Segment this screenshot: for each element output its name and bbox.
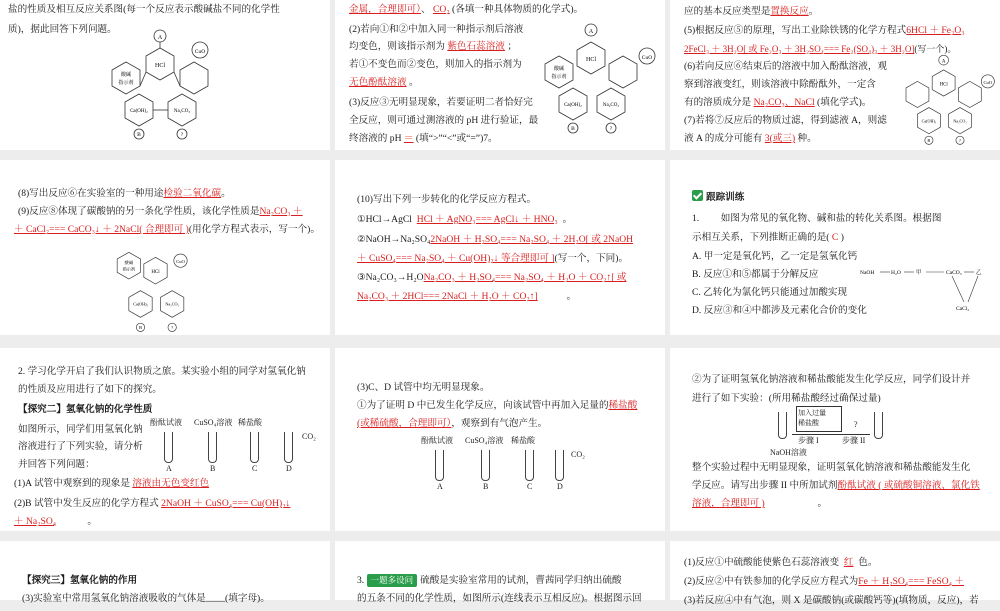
- text-line: 学反应。请写出步骤 II 中所加试剂: [692, 480, 838, 491]
- answer-text: Na₂CO₃、NaCl: [753, 97, 815, 108]
- node-yi: 乙: [976, 270, 982, 276]
- test-tube-a: [435, 450, 444, 481]
- answer-text: 2NaOH ＋ CuSO₄=== Cu(OH)₂↓: [161, 498, 291, 509]
- slide-5: [335, 160, 665, 335]
- node-caco3: CaCO₃: [946, 270, 962, 276]
- node-Q: ?: [180, 132, 184, 138]
- answer-text: ＋ Na₂SO₄: [14, 516, 57, 527]
- slide-3: [670, 0, 1000, 150]
- slide-2: [335, 0, 665, 150]
- arrow-line: [792, 434, 870, 435]
- reagent-box: [796, 406, 842, 432]
- node-CaOH2: Ca(OH)₂: [921, 118, 937, 124]
- node-indicator: 酸碱: [124, 260, 133, 265]
- node-A: A: [157, 35, 163, 41]
- slide-1: [0, 0, 330, 150]
- node-CuO: CuO: [176, 259, 185, 265]
- answer-text: 无色酚酞溶液: [349, 77, 407, 88]
- text-line: 溶液进行了下列实验，请分析: [18, 441, 143, 452]
- step-2-label: 步骤 II: [842, 436, 866, 445]
- node-CuO: CuO: [194, 49, 206, 55]
- option-d: D. 反应③和④中都涉及元素化合价的变化: [692, 305, 867, 316]
- question-number: 1.: [692, 213, 700, 224]
- node-indicator: 酸碱: [553, 67, 565, 72]
- text-line: ①为了证明 D 中已发生化学反应，向该试管中再加入足量的: [357, 400, 609, 411]
- text-line: (1)A 试管中观察到的现象是: [14, 478, 130, 489]
- text-line: 并回答下列问题：: [18, 459, 95, 470]
- test-tube-c: [525, 450, 534, 481]
- text-punct: ): [840, 232, 844, 243]
- tube-label-c: 稀盐酸: [511, 436, 535, 445]
- tube-letter-c: C: [252, 464, 258, 473]
- answer-text: (或稀硫酸，合理即可）: [357, 418, 452, 429]
- node-Q: ?: [609, 126, 613, 132]
- text-line: (9)反应⑧体现了碳酸钠的另一条化学性质，该化学性质是: [18, 206, 260, 217]
- test-tube-set: [421, 436, 601, 496]
- tube-letter-d: D: [557, 482, 563, 491]
- test-tube-c: [250, 432, 259, 463]
- node-indicator-2: 指示剂: [118, 81, 134, 86]
- text-line: 若①不变色而②变色，则加入的指示剂为: [349, 59, 522, 70]
- answer-text: Na₂CO₃ ＋ 2HCl=== 2NaCl ＋ H₂O ＋ CO₂↑]: [357, 291, 538, 302]
- test-tube-b: [481, 450, 490, 481]
- text-line: (写一个)。: [914, 44, 957, 54]
- reaction-network-diagram: [102, 32, 302, 140]
- node-Q: ?: [171, 325, 174, 330]
- node-B: B: [571, 126, 575, 132]
- text-line: 终溶液的 pH: [349, 133, 402, 144]
- answer-text: C: [831, 232, 839, 243]
- text-punct: 。: [221, 188, 231, 199]
- text-line: (2)若向①和②中加入同一种指示剂后溶液: [349, 24, 524, 35]
- text-punct: 。: [817, 498, 828, 509]
- answer-text: HCl ＋ AgNO₃=== AgCl↓ ＋ HNO₃: [416, 214, 558, 225]
- node-Na2CO3: Na₂CO₃: [602, 103, 620, 108]
- text-line: ，观察到有气泡产生。: [451, 418, 548, 429]
- node-h2o: H₂O: [891, 270, 901, 276]
- answer-text: Na₂CO₃ ＋ H₂SO₄=== Na₂SO₄ ＋ H₂O ＋ CO₂↑[ 或: [423, 272, 627, 283]
- answer-text: CO₂: [432, 4, 450, 15]
- text-line: (3)实验室中常用氢氧化钠溶液吸收的气体是____(填字母)。: [22, 593, 270, 604]
- text-line: ③Na₂CO₃→H₂O: [357, 272, 424, 283]
- tube-label-c: 稀盐酸: [238, 418, 262, 427]
- text-line: (写一个，下同)。: [554, 253, 629, 264]
- text-line: 如图所示，同学们用氢氧化钠: [18, 424, 143, 435]
- section-heading: 【探究三】氢氧化钠的作用: [22, 575, 138, 586]
- text-line: (3)C、D 试管中均无明显现象。: [357, 382, 490, 393]
- conversion-diagram: [860, 258, 994, 314]
- reagent-box-line: 加入过量: [798, 409, 826, 417]
- answer-text: 检验二氧化碳: [163, 188, 222, 199]
- tube-label-a: 酚酞试液: [421, 436, 453, 445]
- text-line: 2. 学习化学开启了我们认识物质之旅。某实验小组的同学对氢氧化钠: [18, 366, 306, 377]
- text-line: (8)写出反应⑥在实验室的一种用途: [18, 188, 164, 199]
- answer-text: Fe ＋ H₂SO₄=== FeSO₄ ＋: [858, 576, 964, 587]
- text-line: (1)反应①中硫酸能使紫色石蕊溶液变: [684, 557, 840, 568]
- text-line: 整个实验过程中无明显现象，证明氢氧化钠溶液和稀盐酸能发生化: [692, 462, 971, 473]
- slide-12: [670, 541, 1000, 606]
- node-B: B: [138, 325, 143, 330]
- answer-text: ＋ CaCl₂=== CaCO₃↓ ＋ 2NaCl( 合理即可 ): [14, 224, 189, 235]
- node-CaOH2: Ca(OH)₂: [130, 109, 148, 114]
- node-HCl: HCl: [585, 57, 597, 63]
- text-punct: ；: [507, 41, 517, 52]
- answer-text: ＝: [403, 133, 414, 144]
- slide-8: [335, 348, 665, 531]
- question-tag: [367, 574, 418, 587]
- tube-letter-a: A: [437, 482, 443, 491]
- section-title: 跟踪训练: [706, 192, 745, 203]
- text-line: 的五条不同的化学性质，如图所示(连线表示互相反应)。根据图示回: [357, 593, 642, 604]
- answer-text: Na₂CO₃ ＋: [259, 206, 303, 217]
- text-line: 盐的性质及相互反应关系图(每一个反应表示酸碱盐不同的化学性: [8, 4, 280, 15]
- answer-text: 溶液由无色变红色: [132, 478, 210, 489]
- answer-text: 2NaOH ＋ H₂SO₄=== Na₂SO₄ ＋ 2H₂O[ 或 2NaOH: [430, 234, 634, 245]
- text-line: (2)反应②中有铁参加的化学反应方程式为: [684, 576, 859, 587]
- node-A: A: [588, 29, 594, 35]
- experiment-diagram: [770, 406, 900, 458]
- text-line: (7)若将⑦反应后的物质过滤，得到滤液 A，则滤: [684, 115, 887, 126]
- text-line: 如图为常见的氧化物、碱和盐的转化关系图。根据图: [720, 213, 942, 224]
- reaction-network-diagram: [906, 56, 996, 146]
- option-a: A. 甲一定是氧化钙，乙一定是氢氧化钙: [692, 251, 858, 262]
- text-line: (各填一种具体物质的化学式)。: [452, 4, 584, 15]
- tube-letter-c: C: [527, 482, 533, 491]
- answer-text: 酚酞试液 ( 或硫酸铜溶液、氯化铁: [837, 480, 980, 491]
- text-punct: 。: [566, 291, 577, 302]
- answer-text: 3(或三): [764, 133, 796, 144]
- node-B: B: [137, 132, 141, 138]
- answer-text: ＋ CuSO₄=== Na₂SO₄ ＋ Cu(OH)₂↓ 等合理即可 ]: [357, 253, 555, 264]
- text-line: 应的基本反应类型是: [684, 6, 771, 17]
- text-line: 进行了如下实验：(所用稀盐酸经过确保过量): [692, 393, 881, 404]
- text-line: 种。: [797, 133, 817, 144]
- answer-text: 稀盐酸: [608, 400, 638, 411]
- conversion-diagram-svg: [860, 258, 994, 314]
- node-HCl: HCl: [154, 63, 166, 69]
- text-line: 全反应，则可通过测溶液的 pH 进行验证，最: [349, 115, 539, 126]
- option-b: B. 反应①和⑤都属于分解反应: [692, 269, 819, 280]
- test-tube-a: [164, 432, 173, 463]
- node-A: A: [941, 59, 946, 65]
- slide-4: [0, 160, 330, 335]
- text-line: 硫酸是实验室常用的试剂，曹茜同学归纳出硫酸: [420, 575, 622, 586]
- node-HCl: HCl: [151, 270, 160, 276]
- slide-6: [670, 160, 1000, 335]
- node-CaOH2: Ca(OH)₂: [564, 103, 582, 108]
- node-Na2CO3: Na₂CO₃: [165, 301, 179, 307]
- tube-letter-b: B: [483, 482, 489, 491]
- text-punct: 。: [808, 6, 819, 17]
- text-line: (用化学方程式表示，写一个)。: [188, 224, 320, 235]
- text-punct: 。: [408, 77, 419, 88]
- text-sep: 、: [420, 4, 431, 15]
- text-line: ②为了证明氢氧化钠溶液和稀盐酸能发生化学反应，同学们设计并: [692, 374, 971, 385]
- slide-7: [0, 348, 330, 531]
- molecule-diagram: [545, 26, 665, 134]
- text-line: 的性质及应用进行了如下的探究。: [18, 384, 162, 395]
- reaction-network-diagram: [545, 26, 665, 134]
- node-naoh: NaOH: [860, 270, 875, 276]
- text-line: 色。: [858, 557, 878, 568]
- text-punct: 。: [562, 214, 573, 225]
- unknown-reagent: ?: [854, 420, 858, 429]
- text-line: (3)若反应④中有气泡，则 X 是碳酸钠(或碳酸钙等)(填物质，反应)，若: [684, 595, 979, 606]
- slide-9: [670, 348, 1000, 531]
- answer-text: 红: [843, 557, 854, 568]
- section-heading: 【探究二】氢氧化钠的化学性质: [18, 404, 153, 415]
- text-line: 液 A 的成分可能有: [684, 133, 763, 144]
- text-line: (填化学式)。: [817, 97, 872, 108]
- answer-text: 2FeCl₃ ＋ 3H₂O[ 或 Fe₂O₃ ＋ 3H₂SO₄=== Fe₂(SO₄)₃ ＋ 3H₂O]: [684, 44, 915, 54]
- tube-label-b: CuSO₄溶液: [194, 418, 233, 427]
- molecule-diagram: [108, 244, 218, 334]
- test-tube-2: [874, 412, 883, 439]
- node-CaOH2: Ca(OH)₂: [133, 301, 148, 307]
- tube-letter-b: B: [210, 464, 216, 473]
- node-indicator: 酸碱: [120, 73, 132, 78]
- reagent-box-line: 稀盐酸: [798, 419, 819, 427]
- node-Q: ?: [959, 137, 961, 143]
- answer-text: 6HCl ＋ Fe₂O₃: [906, 25, 965, 36]
- tube-label-d: CO₂: [302, 432, 316, 441]
- option-c: C. 乙转化为氯化钙只能通过加酸实现: [692, 287, 848, 298]
- test-tube-set: [150, 418, 320, 478]
- test-tube-d: [555, 450, 564, 481]
- question-number: 3.: [357, 575, 365, 586]
- tube-label-b: CuSO₄溶液: [465, 436, 504, 445]
- check-icon: [692, 190, 703, 201]
- node-Na2CO3: Na₂CO₃: [173, 109, 191, 114]
- text-line: ①HCl→AgCl: [357, 214, 412, 225]
- text-line: (5)根据反应⑤的原理，写出工业除铁锈的化学方程式: [684, 25, 907, 36]
- node-CuO: CuO: [641, 55, 653, 61]
- question-tag-label: 一题多设问: [370, 575, 414, 585]
- text-line: (6)若向反应⑥结束后的溶液中加入酚酞溶液，观: [684, 61, 888, 72]
- test-tube-b: [208, 432, 217, 463]
- test-tube-d: [284, 432, 293, 463]
- text-line: (3)反应③无明显现象，若要证明二者恰好完: [349, 97, 533, 108]
- test-tube-1: [778, 412, 787, 439]
- slide-11: [335, 541, 665, 604]
- text-line: 均变色，则该指示剂为: [349, 41, 445, 52]
- slide-10: [0, 541, 330, 604]
- answer-text: 紫色石蕊溶液: [447, 41, 505, 52]
- node-indicator-2: 指示剂: [122, 266, 136, 272]
- node-B: B: [927, 137, 931, 143]
- molecule-diagram: [906, 56, 996, 146]
- text-line: (填“>”“<”或“=”)7。: [415, 133, 498, 144]
- text-line: 示相互关系，下列推断正确的是(: [692, 232, 830, 243]
- naoh-label: NaOH溶液: [770, 448, 807, 457]
- node-cacl2: CaCl₂: [956, 306, 970, 312]
- reaction-network-diagram: [108, 244, 218, 334]
- text-line: 察到溶液变红，则该溶液中除酚酞外，一定含: [684, 79, 876, 90]
- answer-text: 溶液，合理即可 ): [692, 498, 765, 509]
- step-1-label: 步骤 I: [798, 436, 819, 445]
- tube-label-d: CO₂: [571, 450, 585, 459]
- text-line: (2)B 试管中发生反应的化学方程式: [14, 498, 159, 509]
- node-CuO: CuO: [983, 79, 993, 85]
- node-jia: 甲: [916, 270, 922, 276]
- tube-label-a: 酚酞试液: [150, 418, 182, 427]
- answer-text: 置换反应: [770, 6, 809, 17]
- text-punct: 。: [87, 516, 97, 527]
- text-line: ②NaOH→Na₂SO₄: [357, 234, 431, 245]
- answer-text: 金属，合理即可）: [349, 4, 421, 15]
- text-line: (10)写出下列一步转化的化学反应方程式。: [357, 194, 537, 205]
- text-line: 有的溶质成分是: [684, 97, 752, 108]
- node-Na2CO3: Na₂CO₃: [953, 118, 967, 124]
- molecule-diagram: [102, 32, 302, 140]
- tube-letter-d: D: [286, 464, 292, 473]
- node-indicator-2: 指示剂: [551, 75, 567, 80]
- node-HCl: HCl: [939, 82, 948, 88]
- text-line: 质)，据此回答下列问题。: [8, 24, 117, 35]
- tube-letter-a: A: [166, 464, 172, 473]
